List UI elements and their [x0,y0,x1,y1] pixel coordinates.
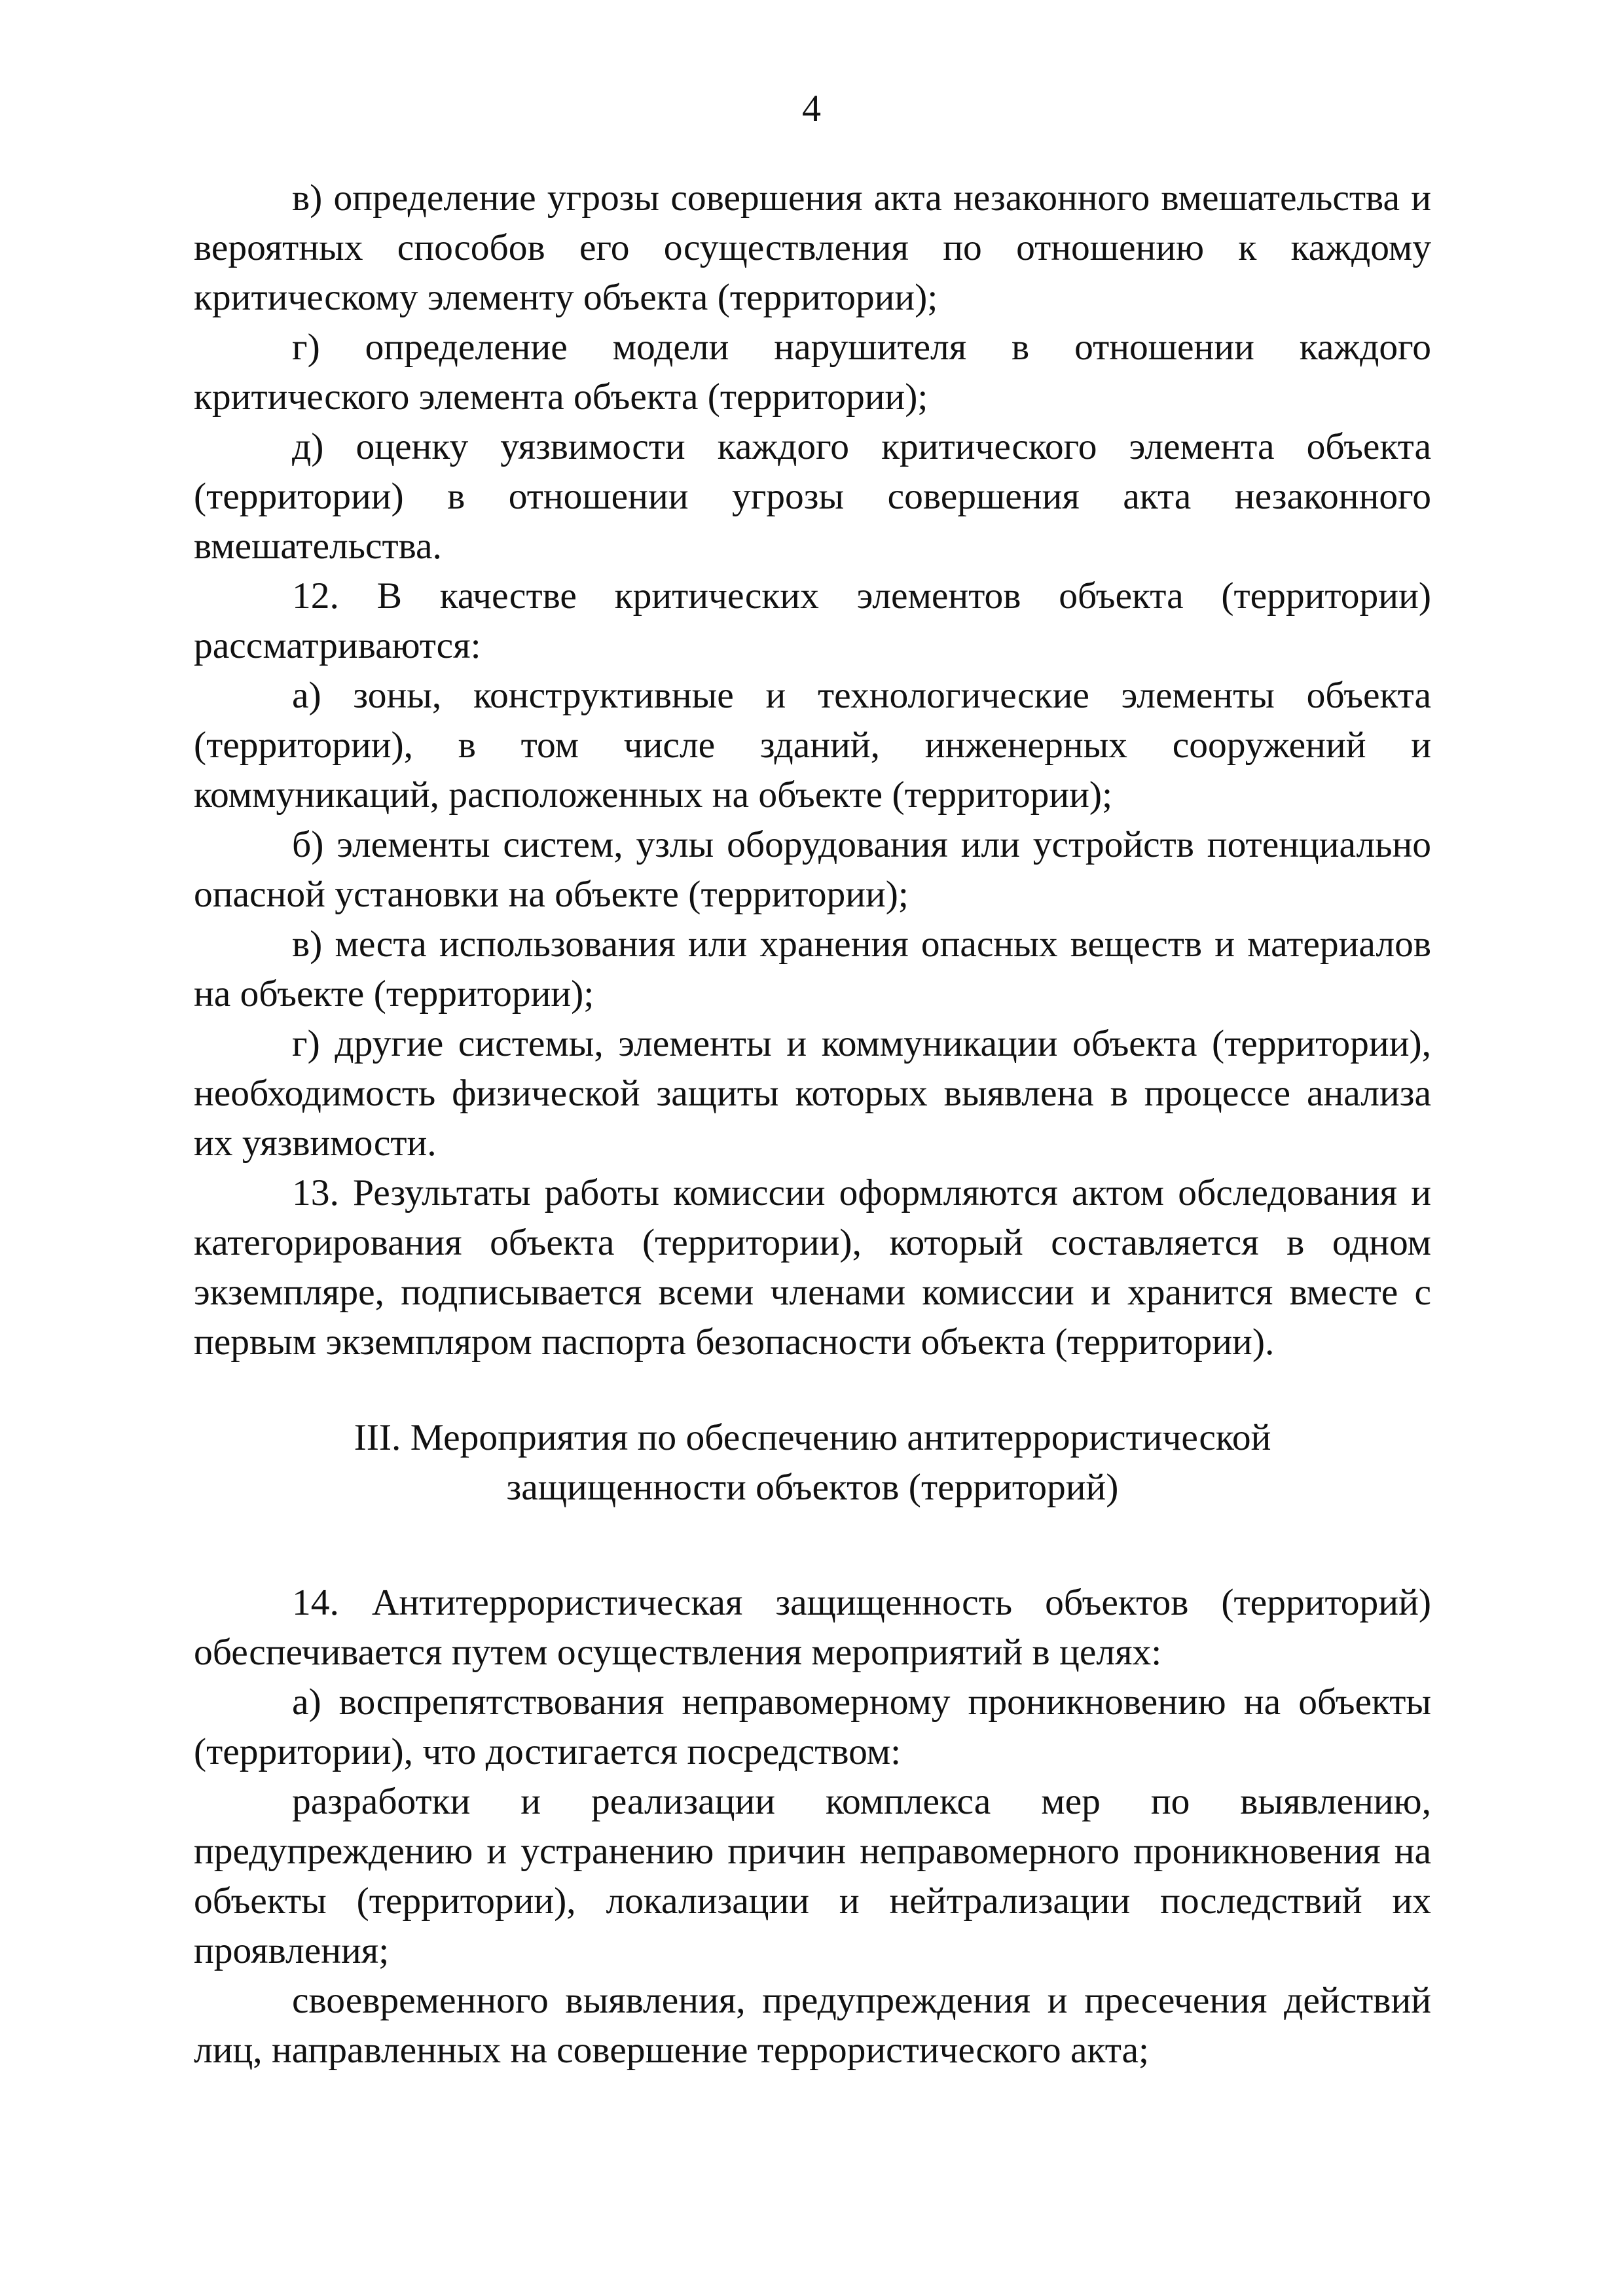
paragraph-14a-item-2: своевременного выявления, предупреждения и пресечения действий лиц, направленных на совершение террористического акта; [194,1980,1431,2071]
paragraph-12g: г) другие системы, элементы и коммуникации объекта (территории), необходимость физической защиты которых выявлена в процессе анализа их уязвимости. [194,1023,1431,1164]
section-heading-line-1: III. Мероприятия по обеспечению антитеррористической [354,1417,1271,1458]
paragraph-13: 13. Результаты работы комиссии оформляются актом обследования и категорирования объекта (территории), который составляется в одном экземпляре, подписывается всеми членами комиссии и хранится вместе с первым экземпляром паспорта безопасности объекта (территории). [194,1172,1431,1363]
paragraph-11d: д) оценку уязвимости каждого критического элемента объекта (территории) в отношении угрозы совершения акта незаконного вмешательства. [194,426,1431,567]
paragraph-12: 12. В качестве критических элементов объекта (территории) рассматриваются: [194,575,1431,666]
paragraph-11v: в) определение угрозы совершения акта незаконного вмешательства и вероятных способов его осуществления по отношению к каждому критическому элементу объекта (территории); [194,177,1431,318]
paragraph-12a: а) зоны, конструктивные и технологические элементы объекта (территории), в том числе зданий, инженерных сооружений и коммуникаций, расположенных на объекте (территории); [194,675,1431,816]
paragraph-14a: а) воспрепятствования неправомерному проникновению на объекты (территории), что достигается посредством: [194,1681,1431,1772]
section-heading [194,1413,1431,1513]
paragraph-12v: в) места использования или хранения опасных веществ и материалов на объекте (территории); [194,924,1431,1014]
paragraph-11g: г) определение модели нарушителя в отношении каждого критического элемента объекта (территории); [194,327,1431,418]
document-body [194,173,1431,2075]
section-heading-line-2: защищенности объектов (территорий) [506,1467,1119,1508]
page-number: 4 [802,87,821,130]
paragraph-14: 14. Антитеррористическая защищенность объектов (территорий) обеспечивается путем осуществления мероприятий в целях: [194,1582,1431,1673]
paragraph-12b: б) элементы систем, узлы оборудования или устройств потенциально опасной установки на объекте (территории); [194,824,1431,915]
paragraph-14a-item-1: разработки и реализации комплекса мер по выявлению, предупреждению и устранению причин неправомерного проникновения на объекты (территории), локализации и нейтрализации последствий их проявления; [194,1781,1431,1971]
